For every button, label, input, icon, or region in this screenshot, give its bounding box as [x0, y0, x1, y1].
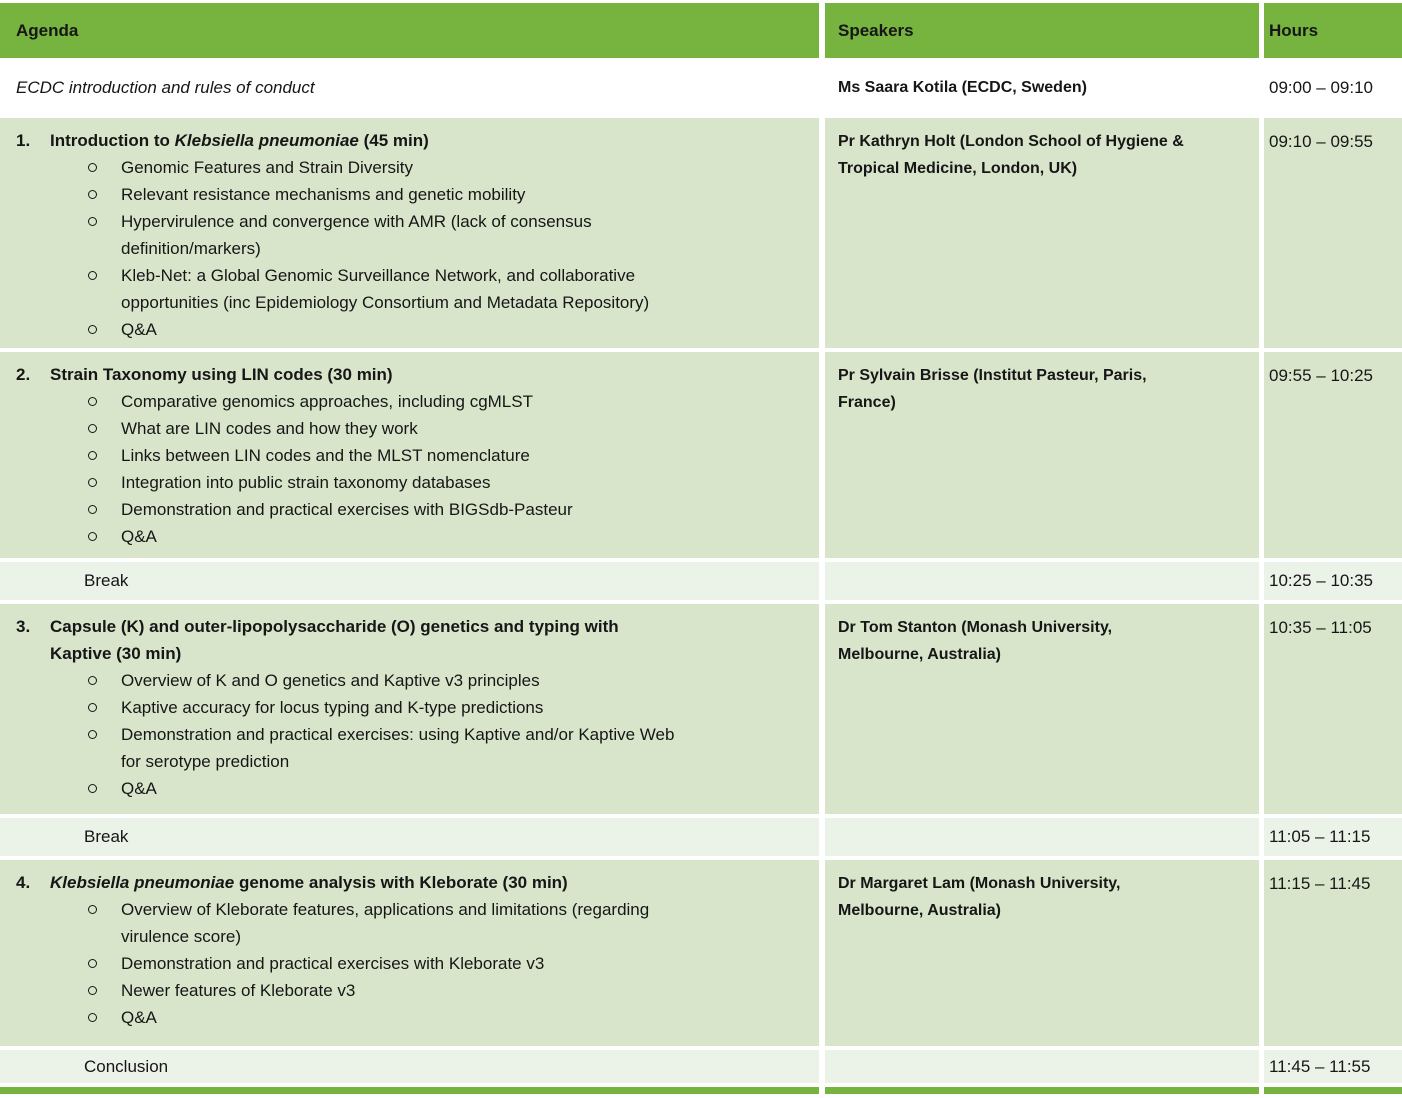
- bullet-text: Genomic Features and Strain Diversity: [121, 158, 413, 177]
- intro-hours-cell: [1264, 62, 1402, 114]
- bullet-circle-icon: [88, 959, 97, 968]
- bullet-circle-icon: [88, 163, 97, 172]
- bullet-circle-icon: [88, 986, 97, 995]
- session-title-text: Capsule (K) and outer-lipopolysaccharide (O) genetics and typing with Kaptive (30 min): [50, 617, 619, 663]
- conclusion-label-cell: [0, 1050, 819, 1083]
- session-title-text: Klebsiella pneumoniae genome analysis with Kleborate (30 min): [50, 873, 568, 892]
- bullet-item: [88, 721, 805, 775]
- bullet-text: Kaptive accuracy for locus typing and K-type predictions: [121, 698, 544, 717]
- session-hours: 09:10 – 09:55: [1269, 132, 1373, 151]
- bullet-circle-icon: [88, 676, 97, 685]
- bullet-item: [88, 950, 805, 977]
- break-row-2: [0, 818, 1402, 856]
- break-row-1: [0, 562, 1402, 600]
- bullet-item: [88, 208, 805, 262]
- bullet-text: Q&A: [121, 320, 157, 339]
- bullet-text: Comparative genomics approaches, including cgMLST: [121, 392, 533, 411]
- session-title-text: Introduction to Klebsiella pneumoniae (45 min): [50, 131, 429, 150]
- intro-agenda-text: ECDC introduction and rules of conduct: [16, 78, 315, 97]
- speaker-name: Dr Tom Stanton (Monash University, Melbourne, Australia): [838, 619, 1113, 663]
- bottom-strip: [0, 1087, 1402, 1094]
- break-hours-cell: [1264, 818, 1402, 856]
- bullet-text: What are LIN codes and how they work: [121, 419, 418, 438]
- bullet-item: [88, 442, 805, 469]
- session-3-row: [0, 604, 1402, 814]
- session-number: 3.: [16, 617, 31, 636]
- bullet-item: [88, 896, 805, 950]
- bullet-text: Demonstration and practical exercises: using Kaptive and/or Kaptive Web for serotype prediction: [121, 725, 675, 771]
- session-4-hours-cell: [1264, 860, 1402, 1046]
- bullet-circle-icon: [88, 505, 97, 514]
- break-label: Break: [84, 571, 129, 590]
- bullet-item: [88, 181, 805, 208]
- break-speaker-cell: [825, 562, 1259, 600]
- break-label: Break: [84, 827, 129, 846]
- session-3-speaker-cell: [825, 604, 1259, 814]
- conclusion-speaker-cell: [825, 1050, 1259, 1083]
- bullet-item: [88, 667, 805, 694]
- session-4-row: [0, 860, 1402, 1046]
- bullet-item: [88, 316, 805, 343]
- session-4-speaker-cell: [825, 860, 1259, 1046]
- bullet-text: Hypervirulence and convergence with AMR (lack of consensus definition/markers): [121, 212, 592, 258]
- break-hours-cell: [1264, 562, 1402, 600]
- session-3-hours-cell: [1264, 604, 1402, 814]
- session-title-text: Strain Taxonomy using LIN codes (30 min): [50, 365, 393, 384]
- session-2-hours-cell: [1264, 352, 1402, 558]
- speaker-name: Pr Kathryn Holt (London School of Hygiene & Tropical Medicine, London, UK): [838, 133, 1184, 177]
- speaker-name: Dr Margaret Lam (Monash University, Melbourne, Australia): [838, 875, 1121, 919]
- bullet-circle-icon: [88, 325, 97, 334]
- header-agenda: [0, 3, 819, 58]
- bullet-item: [88, 775, 805, 802]
- bullet-circle-icon: [88, 1013, 97, 1022]
- session-number: 1.: [16, 131, 31, 150]
- intro-row: [0, 62, 1402, 114]
- break-speaker-cell: [825, 818, 1259, 856]
- session-1-row: [0, 118, 1402, 348]
- bullet-circle-icon: [88, 730, 97, 739]
- bullet-circle-icon: [88, 451, 97, 460]
- bullet-circle-icon: [88, 478, 97, 487]
- session-1-speaker-cell: [825, 118, 1259, 348]
- bullet-text: Q&A: [121, 1008, 157, 1027]
- session-2-row: [0, 352, 1402, 558]
- bullet-text: Relevant resistance mechanisms and genetic mobility: [121, 185, 526, 204]
- session-1-agenda-cell: [0, 118, 819, 348]
- bullet-circle-icon: [88, 397, 97, 406]
- header-speakers: [825, 3, 1259, 58]
- bullet-text: Newer features of Kleborate v3: [121, 981, 356, 1000]
- bullet-item: [88, 469, 805, 496]
- bullet-item: [88, 154, 805, 181]
- session-number: 2.: [16, 365, 31, 384]
- bullet-circle-icon: [88, 532, 97, 541]
- session-title: [16, 127, 805, 154]
- intro-speaker-cell: [825, 62, 1259, 114]
- bullet-text: Integration into public strain taxonomy databases: [121, 473, 491, 492]
- bullet-item: [88, 694, 805, 721]
- bullet-text: Kleb-Net: a Global Genomic Surveillance Network, and collaborative opportunities (inc Epidemiology Consortium and Metadata Repository): [121, 266, 650, 312]
- bullet-circle-icon: [88, 271, 97, 280]
- bullet-item: [88, 415, 805, 442]
- header-agenda-label: Agenda: [16, 20, 79, 40]
- conclusion-row: [0, 1050, 1402, 1083]
- break-label-cell: [0, 562, 819, 600]
- bullet-text: Q&A: [121, 527, 157, 546]
- session-hours: 10:35 – 11:05: [1269, 618, 1372, 637]
- bullet-text: Overview of Kleborate features, applications and limitations (regarding virulence score): [121, 900, 650, 946]
- speaker-name: Ms Saara Kotila (ECDC, Sweden): [838, 79, 1087, 96]
- conclusion-hours-cell: [1264, 1050, 1402, 1083]
- bullet-circle-icon: [88, 217, 97, 226]
- break-label-cell: [0, 818, 819, 856]
- bullet-text: Demonstration and practical exercises with BIGSdb-Pasteur: [121, 500, 573, 519]
- session-number: 4.: [16, 873, 31, 892]
- bottom-strip-agenda: [0, 1087, 819, 1094]
- speaker-name: Pr Sylvain Brisse (Institut Pasteur, Paris, France): [838, 367, 1147, 411]
- session-hours: 09:55 – 10:25: [1269, 366, 1373, 385]
- bullet-circle-icon: [88, 190, 97, 199]
- bullet-item: [88, 1004, 805, 1031]
- session-title: [16, 613, 805, 667]
- session-title: [16, 361, 805, 388]
- bullet-item: [88, 262, 805, 316]
- bullet-circle-icon: [88, 703, 97, 712]
- session-title: [16, 869, 805, 896]
- conclusion-label: Conclusion: [84, 1056, 169, 1076]
- bullet-item: [88, 523, 805, 550]
- bottom-strip-speakers: [825, 1087, 1259, 1094]
- bullet-circle-icon: [88, 784, 97, 793]
- session-2-agenda-cell: [0, 352, 819, 558]
- bullet-circle-icon: [88, 905, 97, 914]
- table-header-row: [0, 3, 1402, 58]
- bullet-item: [88, 388, 805, 415]
- conclusion-hours: 11:45 – 11:55: [1269, 1056, 1371, 1076]
- session-hours: 09:00 – 09:10: [1269, 78, 1373, 97]
- header-hours: [1264, 3, 1402, 58]
- bullet-circle-icon: [88, 424, 97, 433]
- bullet-text: Links between LIN codes and the MLST nomenclature: [121, 446, 530, 465]
- bullet-item: [88, 496, 805, 523]
- bottom-strip-hours: [1264, 1087, 1402, 1094]
- break-hours: 10:25 – 10:35: [1269, 571, 1373, 590]
- session-3-agenda-cell: [0, 604, 819, 814]
- break-hours: 11:05 – 11:15: [1269, 827, 1371, 846]
- bullet-text: Overview of K and O genetics and Kaptive v3 principles: [121, 671, 540, 690]
- session-4-agenda-cell: [0, 860, 819, 1046]
- session-1-hours-cell: [1264, 118, 1402, 348]
- header-hours-label: Hours: [1269, 20, 1319, 40]
- session-hours: 11:15 – 11:45: [1269, 874, 1371, 893]
- bullet-item: [88, 977, 805, 1004]
- bullet-text: Q&A: [121, 779, 157, 798]
- header-speakers-label: Speakers: [838, 20, 914, 40]
- intro-agenda-cell: [0, 62, 819, 114]
- session-2-speaker-cell: [825, 352, 1259, 558]
- bullet-text: Demonstration and practical exercises with Kleborate v3: [121, 954, 545, 973]
